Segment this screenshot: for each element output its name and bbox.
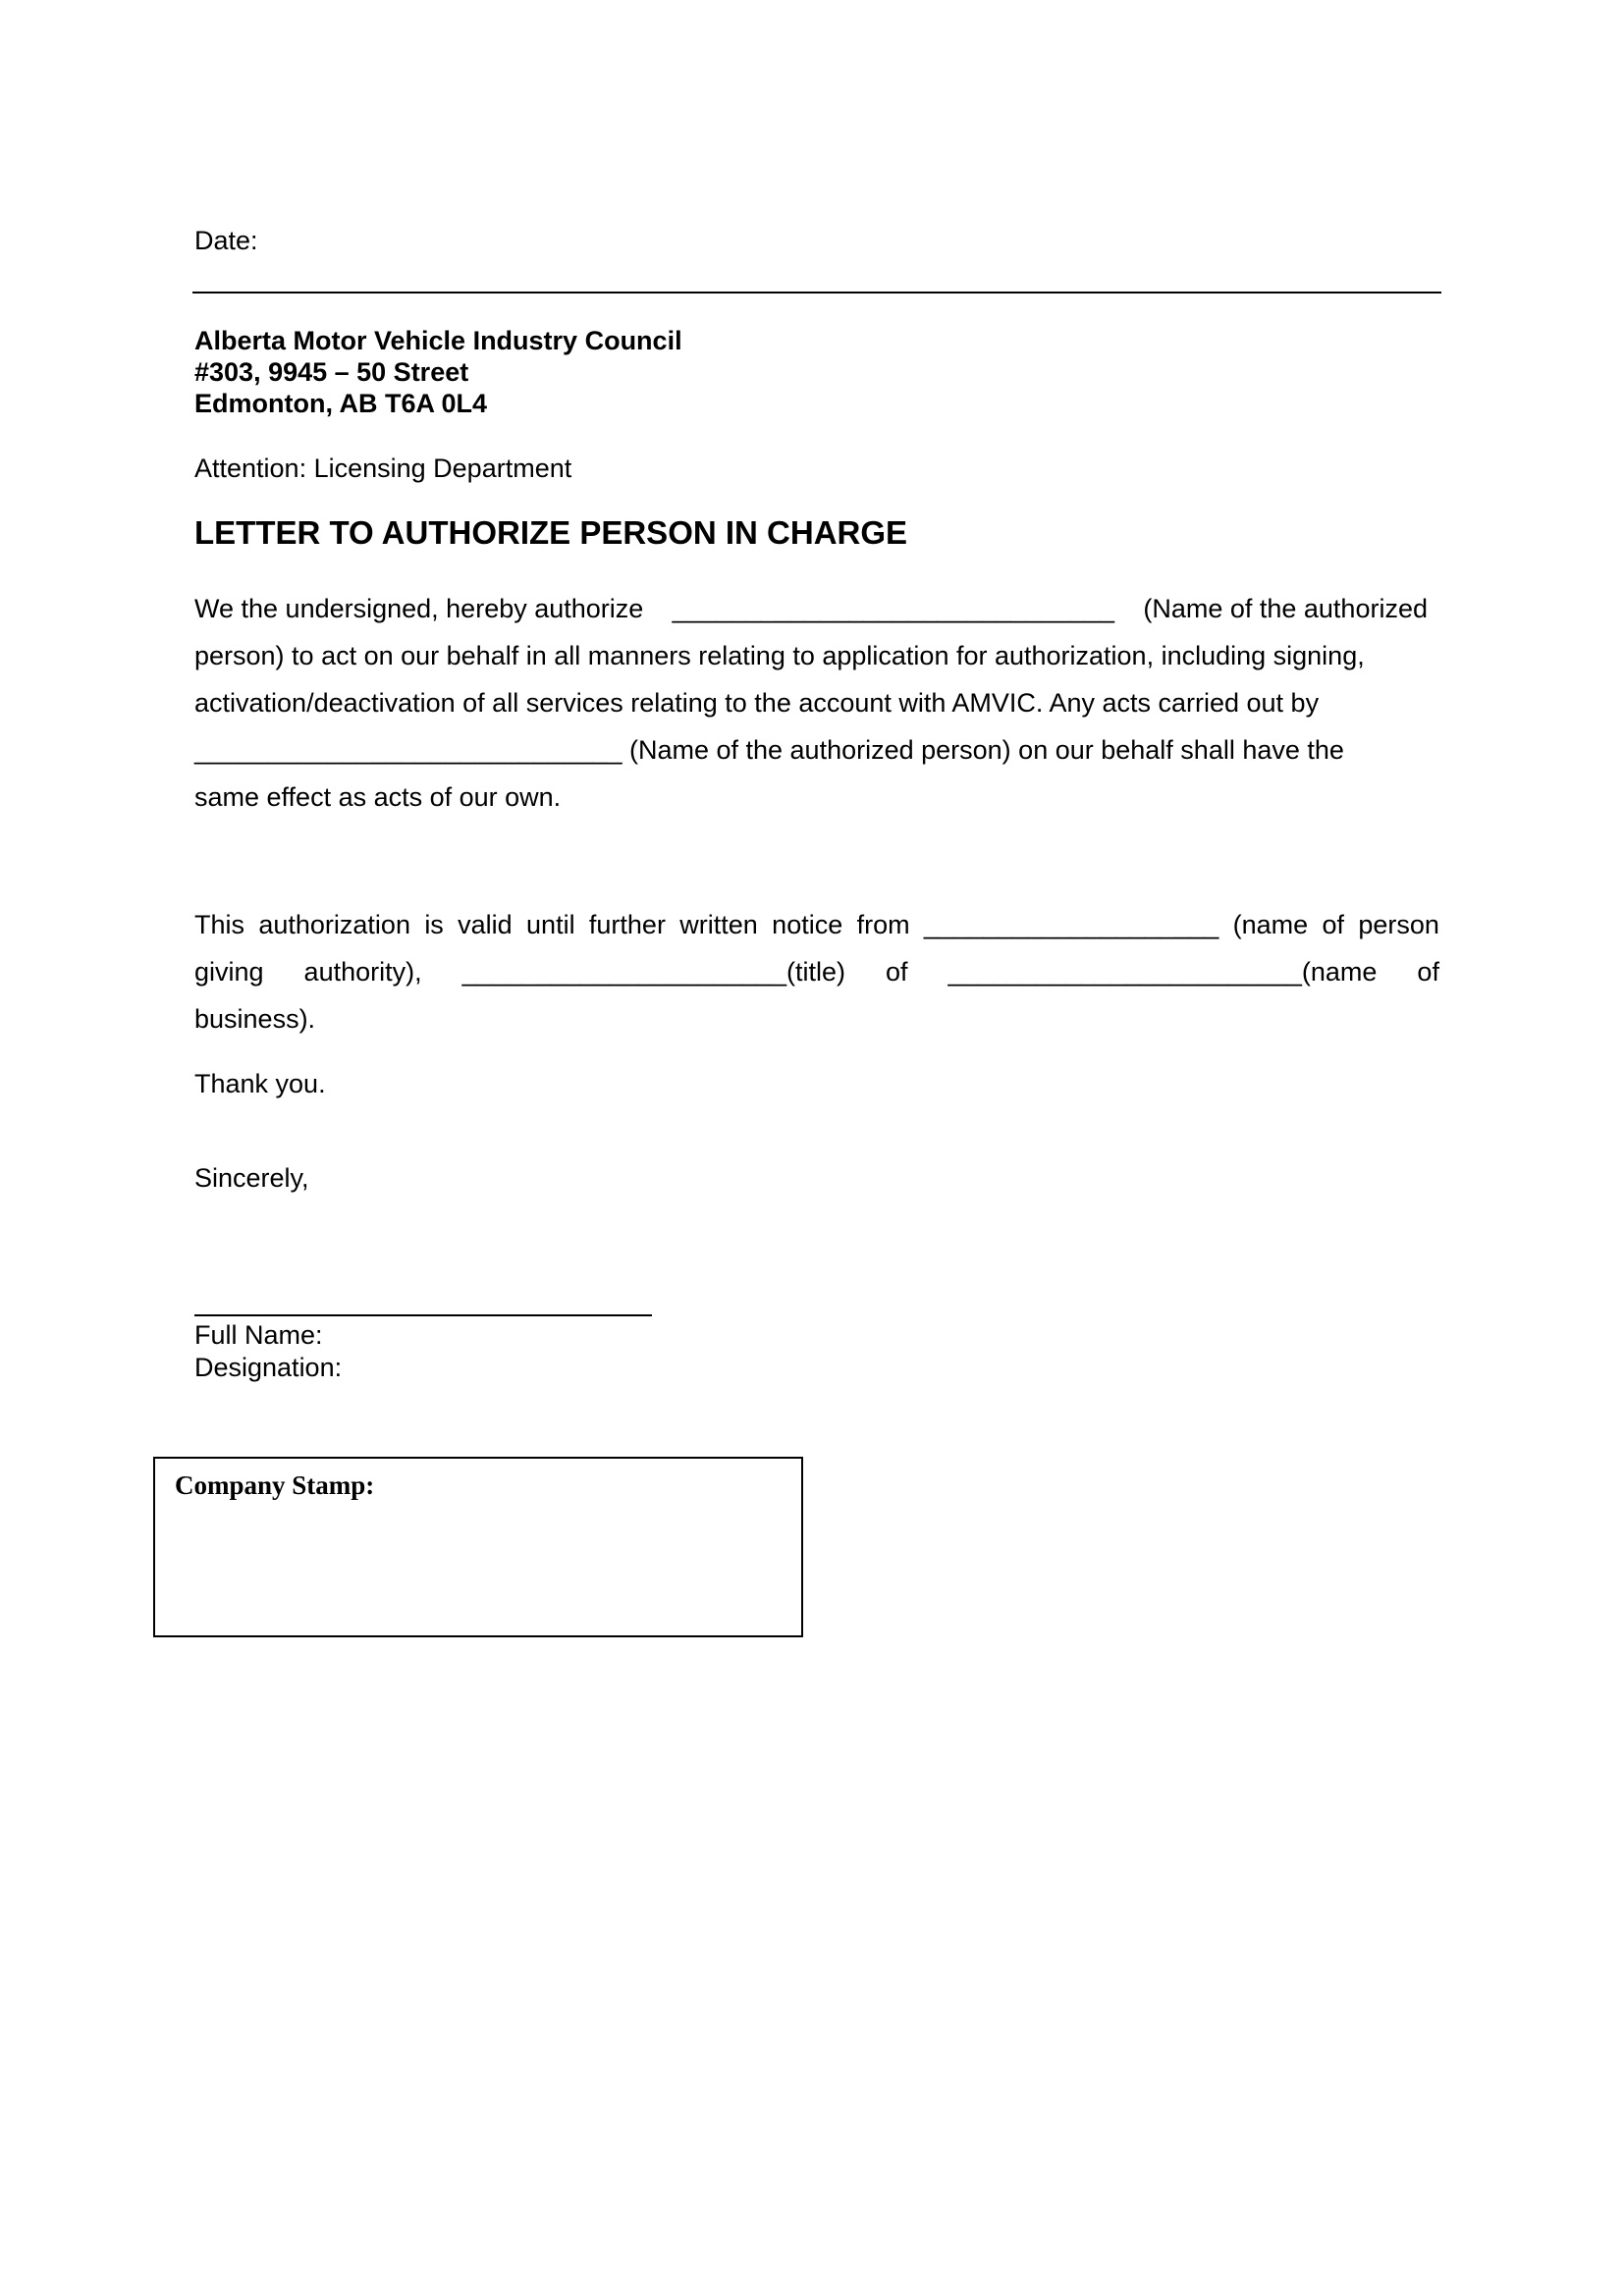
company-stamp-box	[153, 1457, 803, 1637]
paragraph1-line4: _____________________________ (Name of the authorized person) on our behalf shall have the	[194, 735, 1344, 765]
business-name-blank: ________________________(name	[947, 957, 1378, 987]
paragraph1-line1-suffix: (Name of the authorized	[1143, 594, 1428, 623]
recipient-street: #303, 9945 – 50 Street	[194, 357, 469, 387]
paragraph2-line3: business).	[194, 1004, 316, 1034]
word: from	[856, 910, 910, 939]
title-blank: ______________________(title)	[461, 957, 845, 987]
word: authority),	[303, 957, 422, 987]
word: giving	[194, 957, 264, 987]
recipient-name: Alberta Motor Vehicle Industry Council	[194, 326, 682, 355]
person-giving-authority-blank: ____________________	[923, 910, 1219, 939]
designation-label: Designation:	[194, 1353, 343, 1382]
word: notice	[772, 910, 843, 939]
paragraph1-line5: same effect as acts of our own.	[194, 782, 562, 812]
word: valid	[458, 910, 513, 939]
word: This	[194, 910, 245, 939]
letter-title: LETTER TO AUTHORIZE PERSON IN CHARGE	[194, 514, 908, 551]
paragraph1-line2: person) to act on our behalf in all manners relating to application for authorization, including signing,	[194, 641, 1365, 670]
word: of	[1322, 910, 1344, 939]
paragraph2-line2	[194, 957, 1439, 988]
word: until	[526, 910, 575, 939]
paragraph2-line1	[194, 910, 1439, 940]
sincerely-text: Sincerely,	[194, 1163, 309, 1193]
word: person	[1358, 910, 1439, 939]
word: of	[885, 957, 908, 987]
word: further	[588, 910, 666, 939]
word: authorization	[258, 910, 410, 939]
signature-line	[194, 1314, 652, 1316]
attention-line: Attention: Licensing Department	[194, 454, 572, 483]
word: (name	[1232, 910, 1309, 939]
thank-you-text: Thank you.	[194, 1069, 326, 1098]
word: written	[679, 910, 758, 939]
date-label: Date:	[194, 226, 258, 255]
word: of	[1417, 957, 1439, 987]
recipient-city: Edmonton, AB T6A 0L4	[194, 389, 488, 418]
date-rule	[192, 292, 1441, 294]
company-stamp-label: Company Stamp:	[175, 1470, 375, 1500]
authorized-person-blank: ______________________________	[672, 594, 1115, 623]
full-name-label: Full Name:	[194, 1320, 323, 1350]
paragraph1-line1-text: We the undersigned, hereby authorize	[194, 594, 644, 623]
paragraph1-line1	[194, 594, 1428, 624]
paragraph1-line3: activation/deactivation of all services relating to the account with AMVIC. Any acts carried out by	[194, 688, 1320, 718]
word: is	[424, 910, 444, 939]
